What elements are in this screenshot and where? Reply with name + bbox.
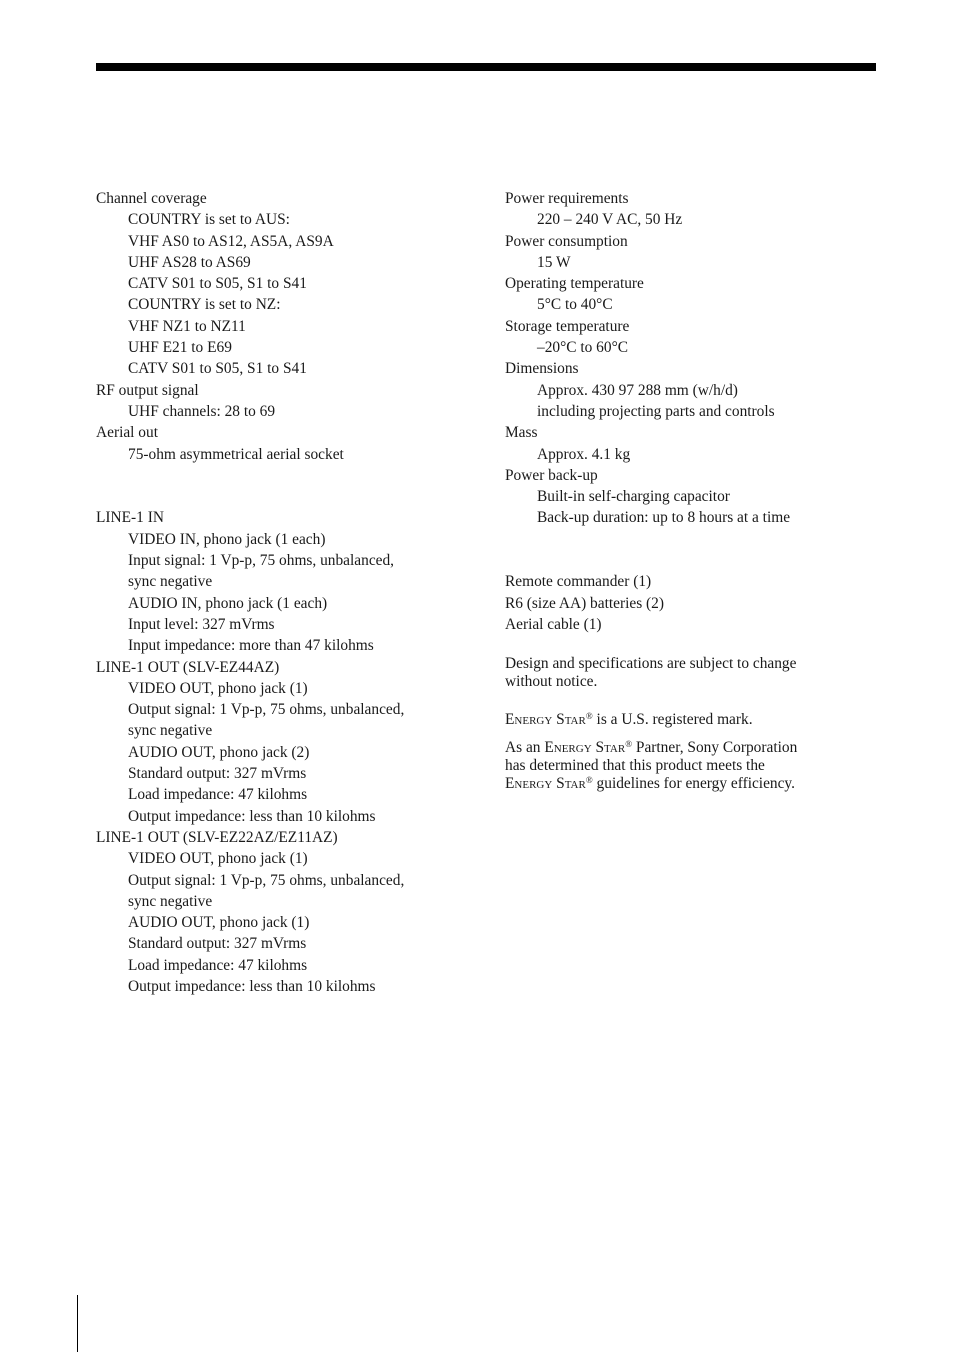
- spec-heading: Power requirements: [505, 190, 629, 207]
- spec-value: COUNTRY is set to AUS:: [128, 211, 290, 229]
- spec-heading: LINE-1 IN: [96, 509, 164, 527]
- spec-value: Load impedance: 47 kilohms: [128, 956, 308, 974]
- spec-heading: Mass: [505, 424, 538, 442]
- spec-value: Built-in self-charging capacitor: [537, 488, 730, 506]
- spec-value: UHF channels: 28 to 69: [128, 402, 276, 420]
- spacer: [505, 529, 877, 550]
- spec-value: 15 W: [537, 253, 571, 271]
- spec-heading: Operating temperature: [505, 275, 644, 293]
- spec-value: Approx. 430 97 288 mm (w/h/d): [537, 381, 738, 399]
- spec-list-right: [505, 188, 877, 635]
- spec-value: COUNTRY is set to NZ:: [128, 296, 281, 314]
- spec-column-right: [505, 188, 877, 793]
- spec-value: VIDEO IN, phono jack (1 each): [128, 530, 326, 548]
- spec-heading: LINE-1 OUT (SLV-EZ22AZ/EZ11AZ): [96, 828, 338, 846]
- spec-column-left: [96, 188, 476, 997]
- header-rule: [96, 63, 876, 71]
- design-notice-line: Design and specifications are subject to change: [505, 655, 797, 673]
- spec-heading: R6 (size AA) batteries (2): [505, 594, 664, 612]
- spec-value: Input impedance: more than 47 kilohms: [128, 637, 374, 655]
- spacer: [96, 486, 476, 507]
- spec-value: VIDEO OUT, phono jack (1): [128, 679, 308, 697]
- spec-heading: Power consumption: [505, 232, 628, 250]
- energy-star-partner-note: As an Energy Star® Partner, Sony Corporation has determined that this product meets the Energy Star® guidelines for energy efficiency.: [505, 739, 798, 793]
- spec-value: sync negative: [128, 892, 213, 910]
- spec-value: –20°C to 60°C: [537, 339, 628, 357]
- spacer: [96, 465, 476, 486]
- spec-heading: Remote commander (1): [505, 573, 652, 591]
- spec-value: Output impedance: less than 10 kilohms: [128, 977, 376, 995]
- spec-value: Approx. 4.1 kg: [537, 445, 631, 463]
- spec-heading: RF output signal: [96, 381, 199, 399]
- spec-value: VHF AS0 to AS12, AS5A, AS9A: [128, 232, 334, 250]
- spec-value: 220 – 240 V AC, 50 Hz: [537, 211, 683, 229]
- spec-value: sync negative: [128, 573, 213, 591]
- spec-heading: Storage temperature: [505, 317, 630, 335]
- spec-value: Load impedance: 47 kilohms: [128, 786, 308, 804]
- spec-value: VIDEO OUT, phono jack (1): [128, 850, 308, 868]
- design-notice: [505, 655, 877, 691]
- spec-value: sync negative: [128, 722, 213, 740]
- spec-value: VHF NZ1 to NZ11: [128, 317, 246, 335]
- spec-value: Input signal: 1 Vp-p, 75 ohms, unbalanced,: [128, 552, 395, 570]
- spec-heading: Channel coverage: [96, 190, 207, 207]
- energy-star-mark-note: Energy Star® is a U.S. registered mark.: [505, 711, 753, 729]
- spec-value: UHF AS28 to AS69: [128, 253, 251, 271]
- spec-value: including projecting parts and controls: [537, 402, 775, 420]
- spec-value: Output signal: 1 Vp-p, 75 ohms, unbalanced,: [128, 701, 405, 719]
- spec-value: Input level: 327 mVrms: [128, 615, 275, 633]
- spec-heading: Dimensions: [505, 360, 579, 378]
- spec-heading: Aerial out: [96, 424, 158, 442]
- spec-value: AUDIO OUT, phono jack (1): [128, 914, 310, 932]
- spec-value: CATV S01 to S05, S1 to S41: [128, 275, 307, 293]
- spec-heading: LINE-1 OUT (SLV-EZ44AZ): [96, 658, 280, 676]
- margin-rule: [77, 1295, 78, 1352]
- spec-value: UHF E21 to E69: [128, 339, 232, 357]
- spec-value: AUDIO OUT, phono jack (2): [128, 743, 310, 761]
- spec-value: CATV S01 to S05, S1 to S41: [128, 360, 307, 378]
- spec-heading: Power back-up: [505, 466, 598, 484]
- spec-heading: Aerial cable (1): [505, 615, 602, 633]
- spec-value: 75-ohm asymmetrical aerial socket: [128, 445, 344, 463]
- spec-value: Standard output: 327 mVrms: [128, 765, 307, 783]
- spacer: [505, 550, 877, 571]
- design-notice-line: without notice.: [505, 673, 598, 691]
- spec-value: Back-up duration: up to 8 hours at a time: [537, 509, 791, 527]
- spec-value: Output signal: 1 Vp-p, 75 ohms, unbalanced,: [128, 871, 405, 889]
- spec-value: AUDIO IN, phono jack (1 each): [128, 594, 328, 612]
- spec-value: 5°C to 40°C: [537, 296, 613, 314]
- spec-value: Standard output: 327 mVrms: [128, 935, 307, 953]
- spec-value: Output impedance: less than 10 kilohms: [128, 807, 376, 825]
